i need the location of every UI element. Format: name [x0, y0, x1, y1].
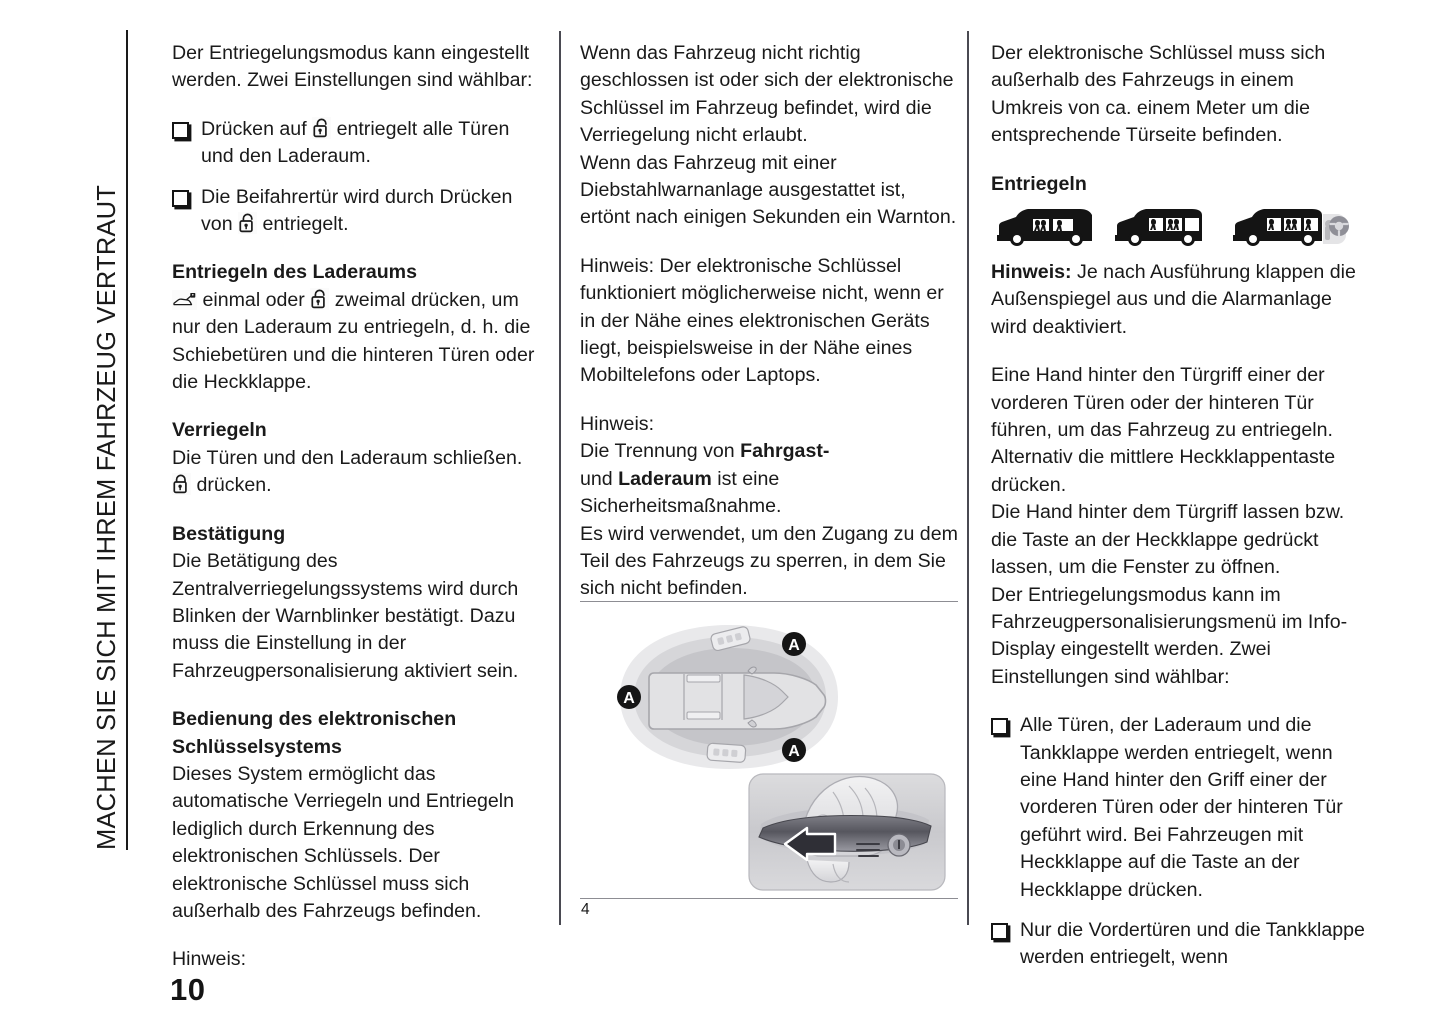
unlock-mode-bullets [991, 712, 1369, 972]
figure-number: 4 [581, 901, 590, 918]
bullet-square-icon [991, 718, 1008, 735]
padlock-open-icon [238, 212, 257, 234]
padlock-open-icon [312, 117, 331, 139]
cargo-text-b: zweimal drücken, um nur den Laderaum zu entriegeln, d. h. die Schiebetüren und die hinteren Türen oder die Heckklappe. [172, 288, 535, 394]
figure-marker-a [617, 685, 641, 709]
figure-marker-a [782, 738, 806, 762]
note-2-line-1 [580, 438, 958, 465]
note-1-text: Je nach Ausführung klappen die Außenspiegel aus und die Alarmanlage wird deaktiviert. [991, 261, 1356, 338]
list-item [991, 917, 1369, 972]
vehicle-variant-icon-row [991, 204, 1369, 250]
svg-text:A: A [788, 637, 800, 654]
paragraph-4: Der Entriegelungsmodus kann im Fahrzeugpersonalisierungsmenü im Info-Display eingestellt werden. Zwei Einstellungen sind wählbar: [991, 583, 1348, 688]
heading-keysystem: Bedienung des elektronischen Schlüsselsystems [172, 708, 457, 758]
note-2-line-3: Es wird verwendet, um den Zugang zu dem Teil des Fahrzeugs zu sperren, in dem Sie sich nicht befinden. [580, 522, 958, 600]
figure-door-handle-hand [747, 772, 947, 892]
unlock-mode-bullets [172, 116, 544, 239]
note-2-line-2-a: und [580, 467, 619, 490]
figure-marker-a [782, 632, 806, 656]
heading-unlock: Entriegeln [991, 172, 1087, 195]
column-1 [172, 40, 544, 974]
cargo-unlock-paragraph [172, 287, 544, 397]
list-item [172, 184, 544, 239]
paragraph-1: Wenn das Fahrzeug nicht richtig geschlossen ist oder sich der elektronische Schlüssel im Fahrzeug befindet, wird die Verriegelung nicht erlaubt. [580, 42, 954, 147]
intro-paragraph: Der Entriegelungsmodus kann eingestellt werden. Zwei Einstellungen sind wählbar: [172, 42, 533, 92]
paragraph-1: Der elektronische Schlüssel muss sich außerhalb des Fahrzeugs in einem Umkreis von ca. einem Meter um die entsprechende Türseite befinden. [991, 42, 1326, 147]
figure-rule-top [580, 601, 958, 602]
note-1-label: Hinweis: [991, 261, 1072, 284]
note-2-emph-fahrgast: Fahrgast- [740, 440, 830, 463]
note-1-text: Der elektronische Schlüssel funktioniert möglicherweise nicht, wenn er in der Nähe eines elektronischen Geräts liegt, beispielsweise in der Nähe eines Mobiltelefons oder Laptops. [580, 254, 944, 387]
list-item [991, 712, 1369, 904]
note-1 [580, 253, 958, 390]
bullet-square-icon [991, 923, 1008, 940]
lock-paragraph-b [172, 472, 544, 499]
paragraph-2: Eine Hand hinter den Türgriff einer der vorderen Türen oder der hinteren Tür führen, um das Fahrzeug zu entriegeln. Alternativ die mittlere Heckklappentaste drücken. [991, 364, 1336, 496]
bullet-text-b: entriegelt alle Türen und den Laderaum. [201, 117, 510, 168]
note-1-label: Hinweis: [580, 254, 655, 277]
confirmation-paragraph: Die Betätigung des Zentralverriegelungssystems wird durch Blinken der Warnblinker bestätigt. Dazu muss die Einstellung in der Fahrzeugpersonalisierung aktiviert sein. [172, 550, 519, 682]
note-2-line-2-c: ist eine Sicherheitsmaßnahme. [580, 467, 782, 518]
page-number: 10 [170, 972, 206, 1007]
lock-text-b: drücken. [196, 474, 272, 497]
bullet-square-icon [172, 122, 189, 139]
van-passenger-icon [1233, 209, 1322, 246]
column-divider-1 [559, 31, 561, 925]
list-item [172, 116, 544, 171]
heading-confirmation: Bestätigung [172, 522, 286, 545]
car-trunk-open-icon [172, 290, 197, 310]
paragraph-2: Wenn das Fahrzeug mit einer Diebstahlwarnanlage ausgestattet ist, ertönt nach einigen Sekunden ein Warnton. [580, 151, 957, 229]
note-label: Hinweis: [172, 948, 247, 971]
note-1 [991, 259, 1369, 341]
note-2-line-1-a: Die Trennung von [580, 440, 741, 463]
steering-wheel-icon [1323, 214, 1349, 244]
padlock-open-icon [310, 288, 329, 310]
padlock-closed-icon [172, 473, 191, 495]
keysystem-paragraph: Dieses System ermöglicht das automatische Verriegeln und Entriegeln lediglich durch Erkennung des elektronischen Schlüssels. Der elektronische Schlüssel muss sich außerhalb des Fahrzeugs befinden. [172, 762, 515, 922]
svg-text:A: A [623, 690, 635, 707]
note-2-line-2 [580, 466, 958, 521]
list-item-text: Alle Türen, der Laderaum und die Tankklappe werden entriegelt, wenn eine Hand hinter den Griff einer der vorderen Türen oder der hinteren Tür geführt wird. Bei Fahrzeugen mit Heckklappe auf die Taste an der Heckklappe drücken. [1020, 714, 1343, 901]
note-2-emph-laderaum: Laderaum [618, 467, 712, 490]
lock-paragraph-a: Die Türen und den Laderaum schließen. [172, 446, 523, 469]
heading-cargo-unlock: Entriegeln des Laderaums [172, 261, 417, 284]
cargo-text-a: einmal oder [202, 288, 305, 311]
figure-rule-bottom [580, 898, 958, 899]
column-3 [991, 40, 1369, 972]
bullet-text-b: entriegelt. [262, 213, 349, 236]
note-2-label: Hinweis: [580, 412, 655, 435]
bullet-text-a: Die Beifahrertür wird durch Drücken von [201, 185, 513, 236]
bullet-square-icon [172, 190, 189, 207]
column-2 [580, 40, 958, 603]
bullet-text-a: Drücken auf [201, 117, 307, 140]
column-divider-2 [967, 31, 969, 925]
figure-key-detection-zone [598, 617, 858, 777]
running-head-text: MACHEN SIE SICH MIT IHREM FAHRZEUG VERTRAUT [92, 184, 121, 850]
van-panel-icon [997, 209, 1092, 246]
svg-text:A: A [788, 743, 800, 760]
list-item-text: Nur die Vordertüren und die Tankklappe werden entriegelt, wenn [1020, 918, 1365, 969]
heading-lock: Verriegeln [172, 419, 267, 442]
running-head-rule [126, 30, 128, 850]
running-head [88, 30, 130, 850]
paragraph-3: Die Hand hinter dem Türgriff lassen bzw. die Taste an der Heckklappe gedrückt lassen, um die Fenster zu öffnen. [991, 501, 1345, 579]
van-combi-icon [1115, 209, 1202, 246]
